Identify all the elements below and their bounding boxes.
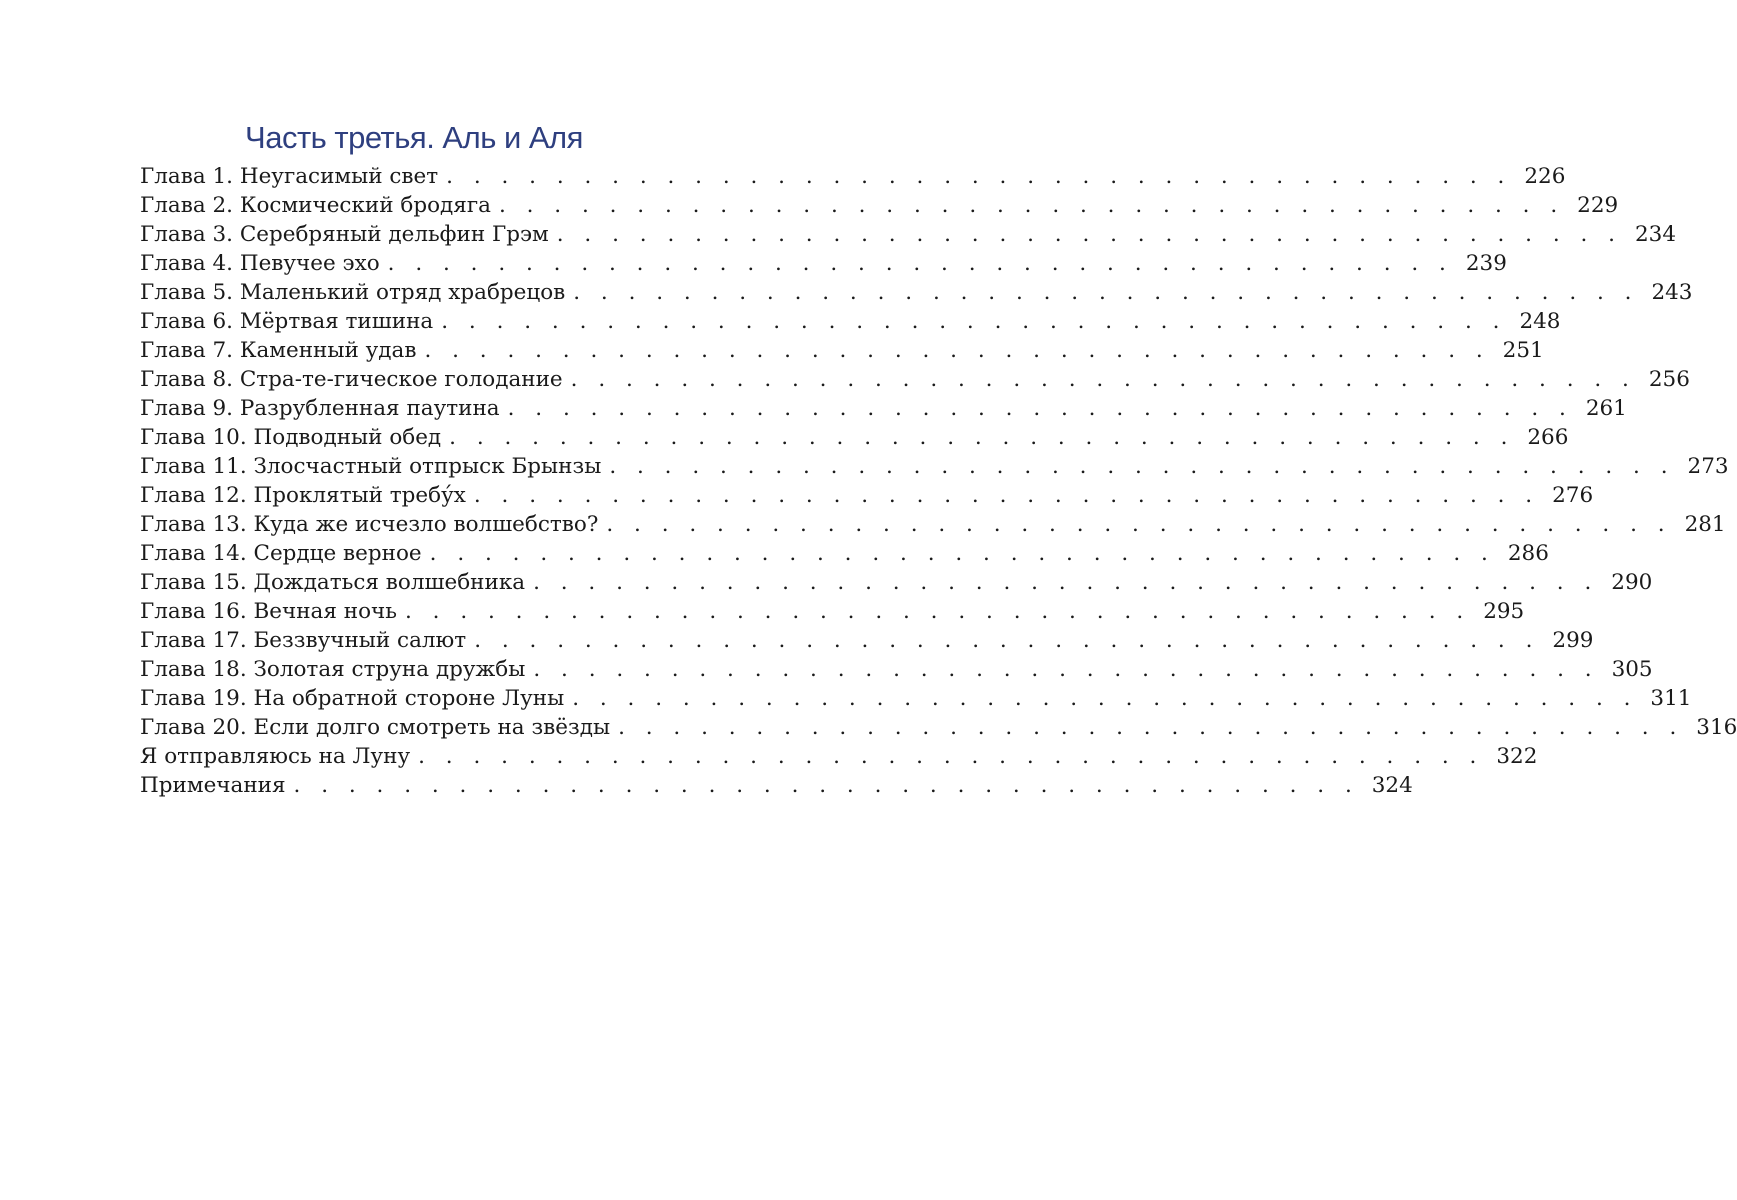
- dot-leader: . . . . . . . . . . . . . . . . . . . . . . . . . . . . . . . . . . . . . . .: [498, 193, 1565, 218]
- dot-leader: . . . . . . . . . . . . . . . . . . . . . . . . . . . . . . . . . . . . . . .: [441, 309, 1507, 334]
- table-of-contents: [140, 162, 1737, 800]
- toc-entry-title: Глава 18. Золотая струна дружбы: [140, 657, 526, 682]
- toc-entry-title: Глава 2. Космический бродяга: [140, 193, 491, 218]
- toc-entry-title: Глава 5. Маленький отряд храбрецов: [140, 280, 566, 305]
- toc-entry-title: Глава 9. Разрубленная паутина: [140, 396, 500, 421]
- toc-entry: [140, 626, 1594, 655]
- dot-leader: . . . . . . . . . . . . . . . . . . . . . . . . . . . . . . . . . . . . . . .: [404, 599, 1471, 624]
- toc-entry-page: 234: [1634, 222, 1677, 247]
- toc-entry-page: 261: [1585, 396, 1627, 421]
- toc-entry-page: 251: [1502, 338, 1544, 363]
- toc-entry-page: 273: [1687, 454, 1729, 479]
- dot-leader: . . . . . . . . . . . . . . . . . . . . . . . . . . . . . . . . . . . . . . .: [474, 628, 1540, 653]
- dot-leader: . . . . . . . . . . . . . . . . . . . . . . . . . . . . . . . . . . . . . . .: [570, 367, 1636, 392]
- toc-entry-title: Глава 20. Если долго смотреть на звёзды: [140, 715, 611, 740]
- toc-entry: [140, 336, 1544, 365]
- toc-entry: [140, 394, 1627, 423]
- toc-entry-page: 316: [1696, 715, 1737, 740]
- toc-entry-page: 256: [1648, 367, 1690, 392]
- toc-entry: [140, 684, 1692, 713]
- toc-entry: [140, 713, 1737, 742]
- dot-leader: . . . . . . . . . . . . . . . . . . . . . . . . . . . . . . . . . . . . . . .: [606, 512, 1672, 537]
- toc-entry-page: 305: [1611, 657, 1653, 682]
- toc-entry-page: 229: [1577, 193, 1619, 218]
- dot-leader: . . . . . . . . . . . . . . . . . . . . . . . . . . . . . . . . . . . . . . .: [533, 570, 1599, 595]
- dot-leader: . . . . . . . . . . . . . . . . . . . . . . . . . . . . . . . . . . . . . . .: [446, 164, 1512, 189]
- toc-entry-page: 324: [1371, 773, 1413, 798]
- toc-entry: [140, 568, 1653, 597]
- dot-leader: . . . . . . . . . . . . . . . . . . . . . . . . . . . . . . . . . . . . . . .: [618, 715, 1684, 740]
- toc-entry-page: 299: [1552, 628, 1594, 653]
- dot-leader: . . . . . . . . . . . . . . . . . . . . . . . . . . . . . . . . . . . . . . .: [609, 454, 1675, 479]
- dot-leader: . . . . . . . . . . . . . . . . . . . . . . . . . . . . . . . . . . . . . . .: [556, 222, 1623, 247]
- dot-leader: . . . . . . . . . . . . . . . . . . . . . . . . . . . . . . . . . . . . . . .: [387, 251, 1453, 276]
- toc-entry-title: Глава 13. Куда же исчезло волшебство?: [140, 512, 599, 537]
- toc-entry-title: Примечания: [140, 773, 286, 798]
- toc-entry-page: 276: [1552, 483, 1594, 508]
- dot-leader: . . . . . . . . . . . . . . . . . . . . . . . . . . . . . . . . . . . . . . .: [572, 686, 1638, 711]
- toc-entry: [140, 742, 1538, 771]
- toc-entry-title: Глава 8. Стра-те-гическое голодание: [140, 367, 563, 392]
- toc-entry-title: Глава 17. Беззвучный салют: [140, 628, 467, 653]
- dot-leader: . . . . . . . . . . . . . . . . . . . . . . . . . . . . . . . . . . . . . . .: [473, 483, 1540, 508]
- toc-entry: [140, 423, 1569, 452]
- toc-entry: [140, 452, 1729, 481]
- dot-leader: . . . . . . . . . . . . . . . . . . . . . . . . . . . . . . . . . . . . . . .: [573, 280, 1639, 305]
- toc-entry: [140, 249, 1507, 278]
- toc-entry-page: 311: [1650, 686, 1692, 711]
- part-title: Часть третья. Аль и Аля: [245, 120, 583, 155]
- toc-entry: [140, 220, 1677, 249]
- dot-leader: . . . . . . . . . . . . . . . . . . . . . . . . . . . . . . . . . . . . . . .: [507, 396, 1573, 421]
- dot-leader: . . . . . . . . . . . . . . . . . . . . . . . . . . . . . . . . . . . . . . .: [424, 338, 1490, 363]
- toc-entry-page: 239: [1465, 251, 1507, 276]
- dot-leader: . . . . . . . . . . . . . . . . . . . . . . . . . . . . . . . . . . . . . . .: [533, 657, 1599, 682]
- toc-entry-title: Глава 6. Мёртвая тишина: [140, 309, 434, 334]
- dot-leader: . . . . . . . . . . . . . . . . . . . . . . . . . . . . . . . . . . . . . . .: [293, 773, 1359, 798]
- toc-entry-page: 248: [1519, 309, 1561, 334]
- toc-entry: [140, 191, 1619, 220]
- toc-entry: [140, 597, 1525, 626]
- toc-entry-title: Глава 4. Певучее эхо: [140, 251, 380, 276]
- toc-entry-page: 226: [1524, 164, 1566, 189]
- toc-entry: [140, 510, 1726, 539]
- toc-entry-title: Глава 3. Серебряный дельфин Грэм: [140, 222, 549, 247]
- dot-leader: . . . . . . . . . . . . . . . . . . . . . . . . . . . . . . . . . . . . . . .: [429, 541, 1495, 566]
- toc-entry-title: Глава 12. Проклятый требу́х: [140, 483, 466, 508]
- toc-entry: [140, 655, 1653, 684]
- toc-entry-title: Глава 10. Подводный обед: [140, 425, 442, 450]
- toc-entry-page: 295: [1483, 599, 1525, 624]
- toc-entry-title: Глава 11. Злосчастный отпрыск Брынзы: [140, 454, 602, 479]
- toc-entry-page: 266: [1527, 425, 1569, 450]
- toc-entry-title: Я отправляюсь на Луну: [140, 744, 411, 769]
- toc-entry-title: Глава 19. На обратной стороне Луны: [140, 686, 565, 711]
- toc-entry-title: Глава 14. Сердце верное: [140, 541, 422, 566]
- toc-entry-title: Глава 16. Вечная ночь: [140, 599, 397, 624]
- toc-entry: [140, 278, 1693, 307]
- toc-entry: [140, 365, 1690, 394]
- toc-entry-title: Глава 7. Каменный удав: [140, 338, 417, 363]
- toc-entry-title: Глава 15. Дождаться волшебника: [140, 570, 526, 595]
- dot-leader: . . . . . . . . . . . . . . . . . . . . . . . . . . . . . . . . . . . . . . .: [418, 744, 1484, 769]
- dot-leader: . . . . . . . . . . . . . . . . . . . . . . . . . . . . . . . . . . . . . . .: [449, 425, 1515, 450]
- toc-entry: [140, 771, 1413, 800]
- toc-entry-title: Глава 1. Неугасимый свет: [140, 164, 439, 189]
- toc-entry: [140, 162, 1566, 191]
- toc-entry: [140, 539, 1549, 568]
- toc-entry-page: 322: [1496, 744, 1538, 769]
- toc-entry-page: 281: [1684, 512, 1726, 537]
- toc-entry: [140, 307, 1561, 336]
- toc-entry: [140, 481, 1594, 510]
- toc-entry-page: 243: [1651, 280, 1693, 305]
- toc-entry-page: 290: [1611, 570, 1653, 595]
- toc-entry-page: 286: [1507, 541, 1549, 566]
